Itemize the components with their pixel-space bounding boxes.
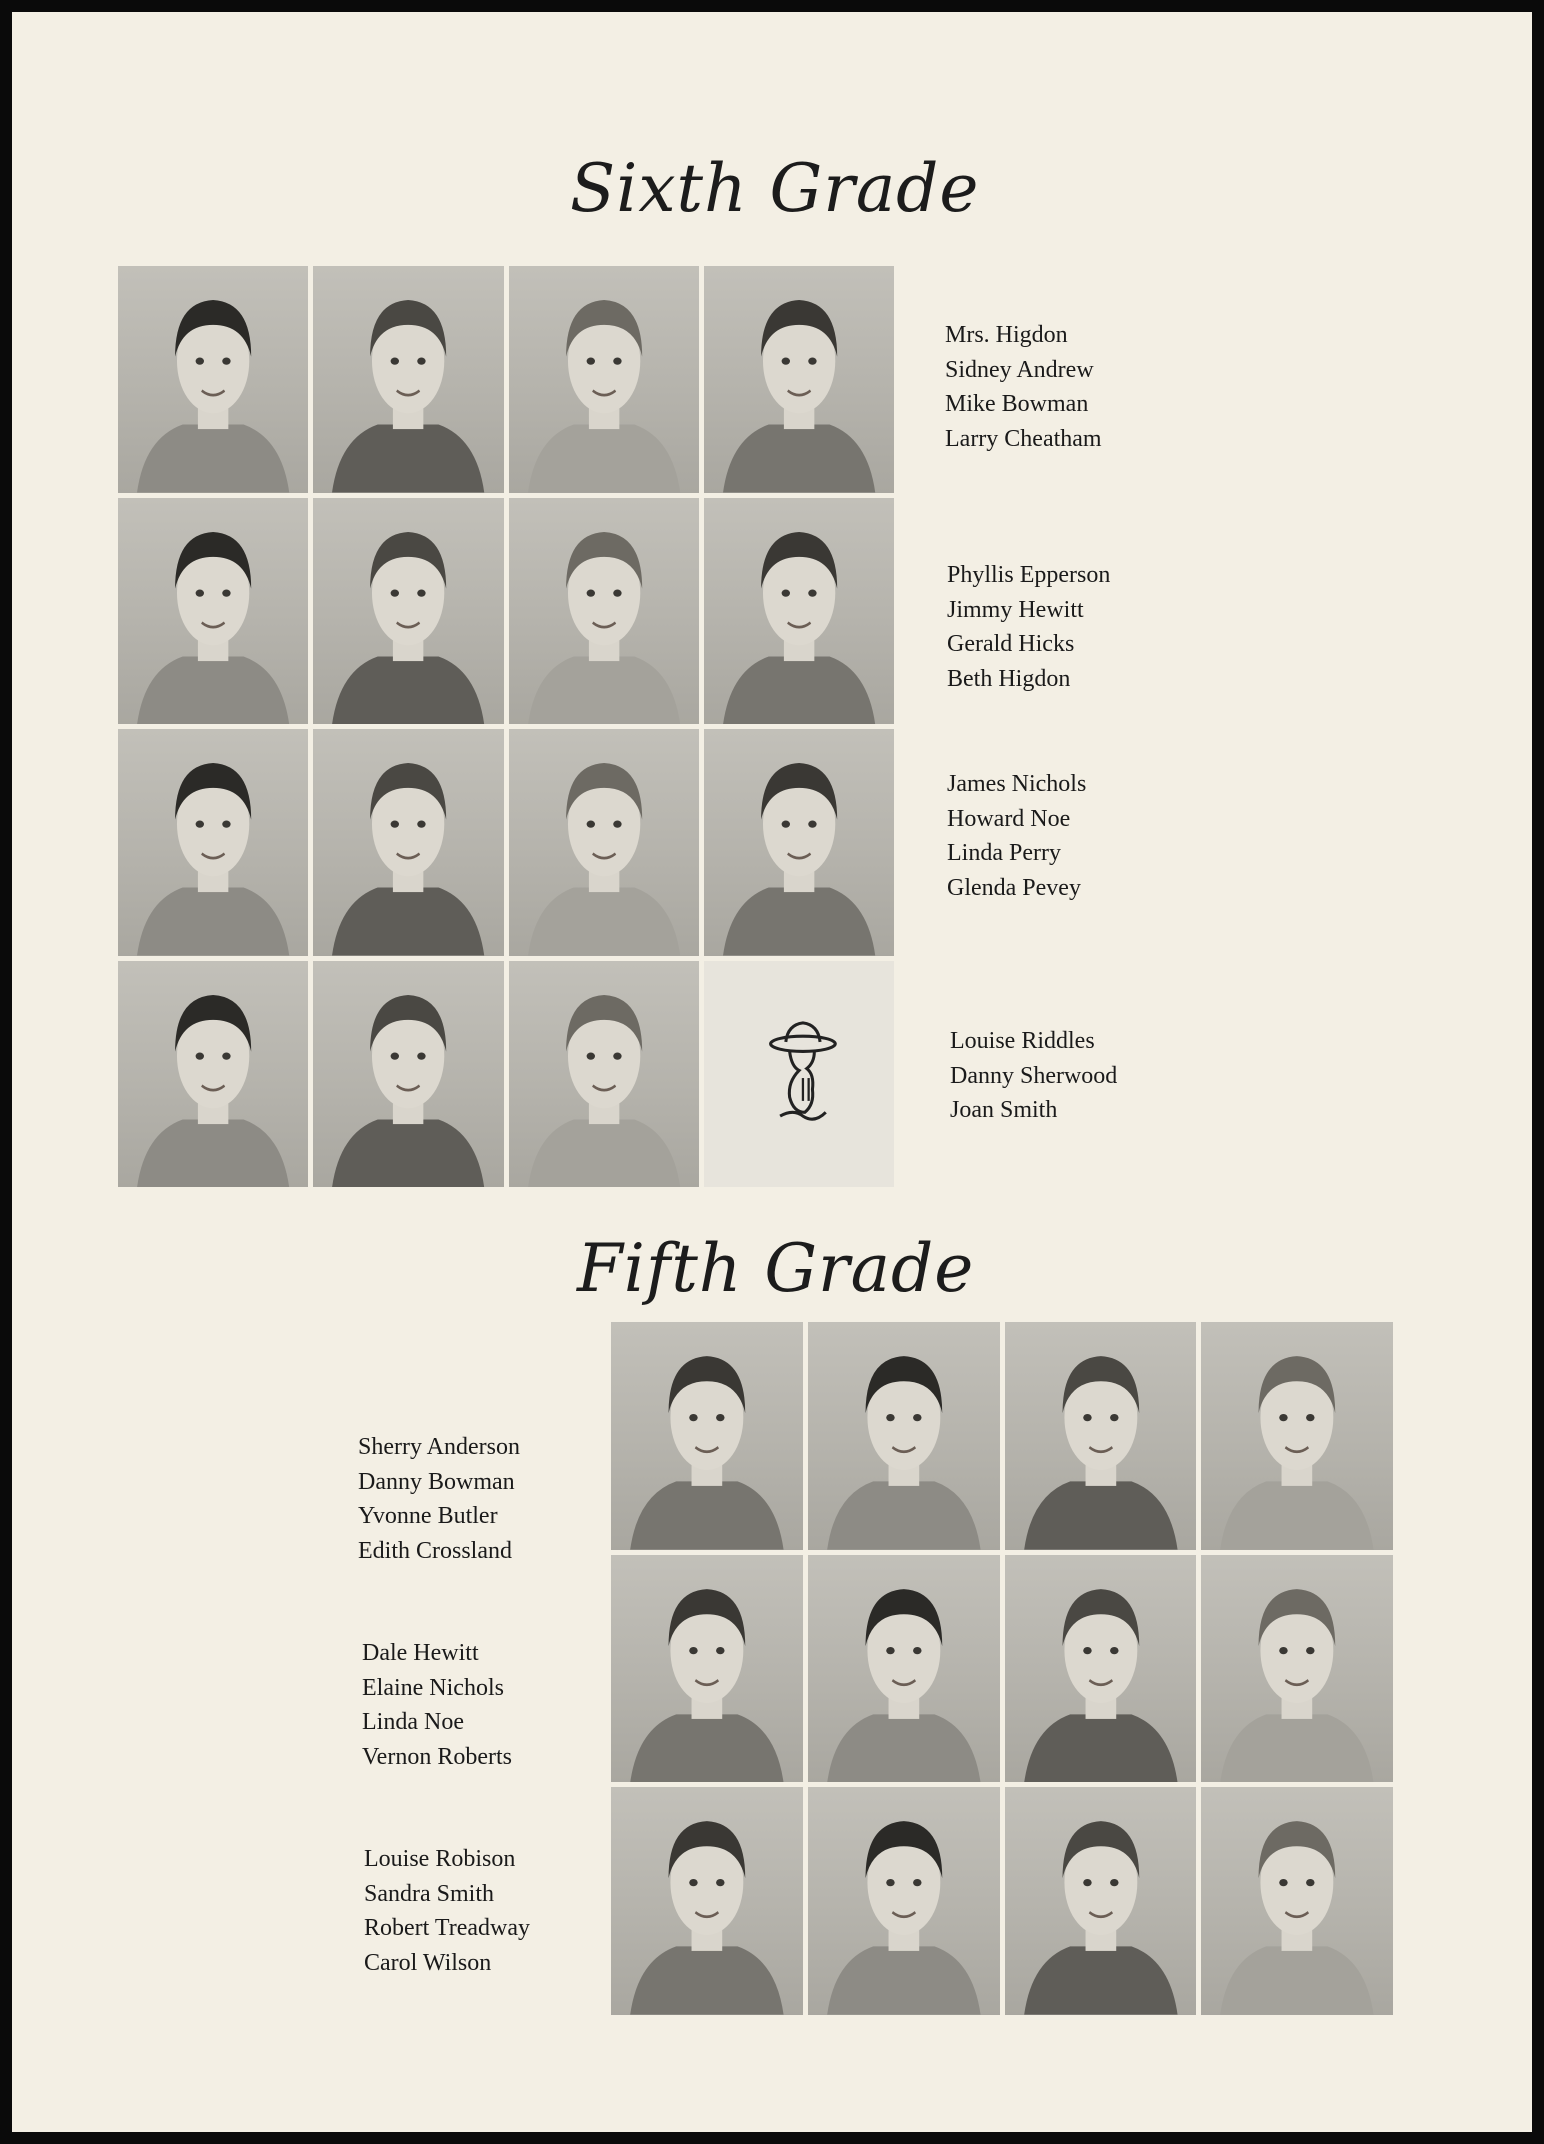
student-photo <box>313 961 503 1188</box>
portrait-silhouette-icon <box>313 266 503 493</box>
student-name: Jimmy Hewitt <box>947 596 1084 623</box>
student-photo <box>118 729 308 956</box>
student-name: Elaine Nichols <box>362 1674 504 1701</box>
student-photo <box>611 1555 803 1783</box>
sixth-grade-names-row-4 <box>950 1024 1117 1128</box>
teacher-photo <box>118 266 308 493</box>
portrait-silhouette-icon <box>1201 1555 1393 1783</box>
portrait-silhouette-icon <box>313 961 503 1188</box>
student-photo <box>118 498 308 725</box>
student-name: Sidney Andrew <box>945 356 1094 383</box>
sixth-grade-names-row-3 <box>947 767 1086 905</box>
student-name: Gerald Hicks <box>947 631 1075 657</box>
fifth-grade-names-row-1 <box>358 1430 520 1568</box>
student-photo <box>808 1322 1000 1550</box>
portrait-silhouette-icon <box>118 729 308 956</box>
fifth-grade-title: Fifth Grade <box>577 1230 975 1307</box>
student-name: Vernon Roberts <box>362 1743 512 1770</box>
student-name: Beth Higdon <box>947 665 1071 692</box>
student-photo <box>313 498 503 725</box>
student-photo <box>611 1322 803 1550</box>
portrait-silhouette-icon <box>1201 1322 1393 1550</box>
fifth-grade-names-row-2 <box>362 1636 512 1774</box>
student-name: Danny Bowman <box>358 1468 515 1495</box>
fifth-grade-photo-grid <box>611 1322 1393 2015</box>
student-photo <box>808 1555 1000 1783</box>
student-name: Yvonne Butler <box>358 1503 498 1529</box>
student-name: Mike Bowman <box>945 391 1089 417</box>
student-photo <box>313 266 503 493</box>
student-name: Glenda Pevey <box>947 874 1081 901</box>
fifth-grade-names-row-3 <box>364 1842 530 1980</box>
yearbook-page <box>12 12 1532 2132</box>
portrait-silhouette-icon <box>808 1322 1000 1550</box>
student-name: Robert Treadway <box>364 1915 530 1941</box>
student-name: Carol Wilson <box>364 1949 492 1976</box>
student-name: Mrs. Higdon <box>945 322 1068 348</box>
student-name: Larry Cheatham <box>945 425 1102 452</box>
student-photo <box>704 729 894 956</box>
sixth-grade-names-row-1 <box>945 318 1102 456</box>
student-photo <box>1201 1322 1393 1550</box>
student-photo <box>704 266 894 493</box>
student-name: Sandra Smith <box>364 1880 494 1907</box>
student-name: Edith Crossland <box>358 1537 512 1564</box>
student-photo <box>808 1787 1000 2015</box>
student-photo <box>509 729 699 956</box>
portrait-silhouette-icon <box>509 961 699 1188</box>
sixth-grade-names-row-2 <box>947 558 1110 696</box>
portrait-silhouette-icon <box>808 1555 1000 1783</box>
portrait-silhouette-icon <box>313 498 503 725</box>
student-name: Joan Smith <box>950 1097 1058 1123</box>
portrait-silhouette-icon <box>704 729 894 956</box>
student-photo <box>1201 1555 1393 1783</box>
student-name: Howard Noe <box>947 805 1071 832</box>
sixth-grade-photo-grid <box>118 266 894 1187</box>
portrait-silhouette-icon <box>509 729 699 956</box>
mascot-emblem <box>704 961 894 1188</box>
portrait-silhouette-icon <box>704 266 894 493</box>
student-photo <box>611 1787 803 2015</box>
portrait-silhouette-icon <box>808 1787 1000 2015</box>
student-name: Louise Riddles <box>950 1028 1095 1054</box>
student-photo <box>313 729 503 956</box>
portrait-silhouette-icon <box>1201 1787 1393 2015</box>
student-name: Louise Robison <box>364 1846 516 1872</box>
sombrero-mascot-icon <box>704 961 894 1188</box>
student-name: Dale Hewitt <box>362 1640 479 1666</box>
portrait-silhouette-icon <box>1005 1555 1197 1783</box>
sixth-grade-title: Sixth Grade <box>570 150 980 227</box>
portrait-silhouette-icon <box>313 729 503 956</box>
portrait-silhouette-icon <box>611 1787 803 2015</box>
portrait-silhouette-icon <box>1005 1787 1197 2015</box>
student-photo <box>509 498 699 725</box>
student-photo <box>1005 1555 1197 1783</box>
student-name: James Nichols <box>947 771 1087 797</box>
student-photo <box>1005 1787 1197 2015</box>
student-photo <box>509 961 699 1188</box>
student-name: Danny Sherwood <box>950 1062 1118 1089</box>
student-photo <box>509 266 699 493</box>
student-name: Linda Noe <box>362 1709 464 1735</box>
portrait-silhouette-icon <box>704 498 894 725</box>
student-photo <box>704 498 894 725</box>
student-photo <box>1005 1322 1197 1550</box>
portrait-silhouette-icon <box>611 1555 803 1783</box>
portrait-silhouette-icon <box>118 961 308 1188</box>
student-name: Sherry Anderson <box>358 1434 520 1460</box>
student-name: Phyllis Epperson <box>947 562 1111 588</box>
portrait-silhouette-icon <box>509 498 699 725</box>
portrait-silhouette-icon <box>118 498 308 725</box>
student-photo <box>1201 1787 1393 2015</box>
student-photo <box>118 961 308 1188</box>
portrait-silhouette-icon <box>118 266 308 493</box>
portrait-silhouette-icon <box>509 266 699 493</box>
student-name: Linda Perry <box>947 840 1061 866</box>
portrait-silhouette-icon <box>1005 1322 1197 1550</box>
portrait-silhouette-icon <box>611 1322 803 1550</box>
